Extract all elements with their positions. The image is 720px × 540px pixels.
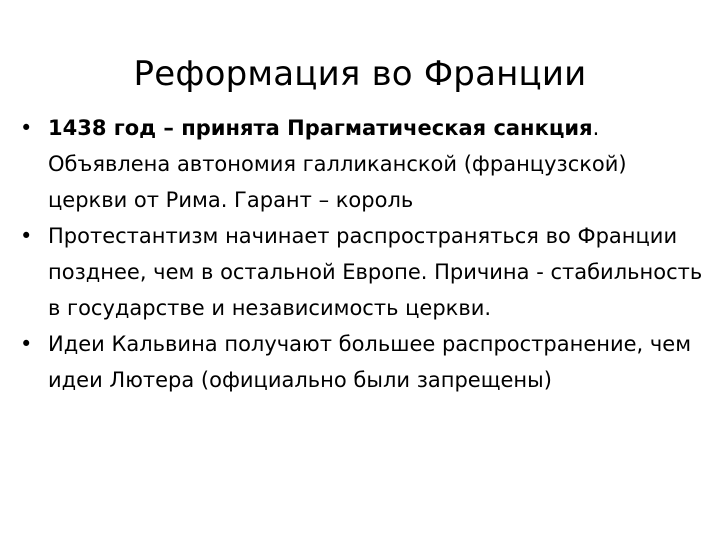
- bullet-item: [20, 218, 710, 326]
- bullet-item: [20, 326, 710, 398]
- bullet-item: [20, 110, 710, 218]
- bullet-bold-text: 1438 год – принята Прагматическая санкция: [48, 116, 593, 140]
- bullet-marker: •: [20, 224, 33, 248]
- bullet-text: . Объявлена автономия галликанской (французской) церкви от Рима. Гарант – король: [48, 116, 627, 212]
- bullet-text: Протестантизм начинает распространяться во Франции позднее, чем в остальной Европе. Причина - стабильность в государстве и независимость церкви.: [48, 224, 703, 320]
- bullet-marker: •: [20, 332, 33, 356]
- bullet-text: Идеи Кальвина получают большее распространение, чем идеи Лютера (официально были запрещены): [48, 332, 692, 392]
- bullet-marker: •: [20, 116, 33, 140]
- slide-title: Реформация во Франции: [133, 54, 587, 94]
- bullet-list: [20, 110, 710, 398]
